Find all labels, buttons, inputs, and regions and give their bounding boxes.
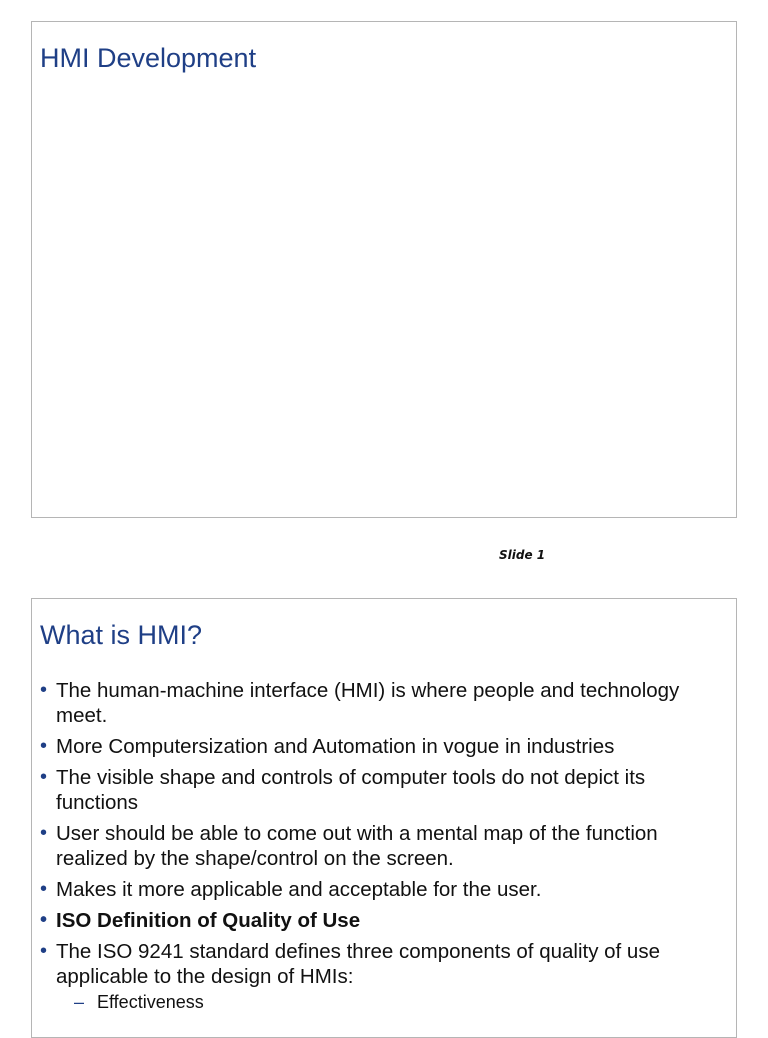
bullet-item: • The human-machine interface (HMI) is where people and technology meet. — [40, 679, 680, 727]
bullet-icon: • — [40, 878, 48, 900]
bullet-icon: • — [40, 822, 48, 844]
slide-1 — [31, 21, 737, 518]
dash-icon: – — [74, 992, 85, 1012]
bullet-item: • The ISO 9241 standard defines three components of quality of use applicable to the design of HMIs: — [40, 940, 660, 988]
bullet-item: • More Computersization and Automation in vogue in industries — [40, 735, 615, 758]
sub-bullet-item: – Effectiveness — [74, 992, 204, 1012]
bullet-icon: • — [40, 766, 48, 788]
bullet-item: • The visible shape and controls of computer tools do not depict its functions — [40, 766, 646, 814]
bullet-item: • User should be able to come out with a mental map of the function realized by the shape/control on the screen. — [40, 822, 658, 870]
bullet-icon: • — [40, 735, 48, 757]
slide-2-title: What is HMI? — [40, 620, 203, 650]
bullet-icon: • — [40, 909, 48, 931]
slide-1-label: Slide 1 — [499, 548, 546, 562]
bullet-icon: • — [40, 679, 48, 701]
bullet-item: • ISO Definition of Quality of Use — [40, 909, 361, 932]
bullet-list — [40, 678, 724, 1019]
slide-1-title: HMI Development — [40, 43, 257, 73]
bullet-icon: • — [40, 940, 48, 962]
bullet-item: • Makes it more applicable and acceptable for the user. — [40, 878, 542, 901]
slide-2 — [31, 598, 737, 1038]
